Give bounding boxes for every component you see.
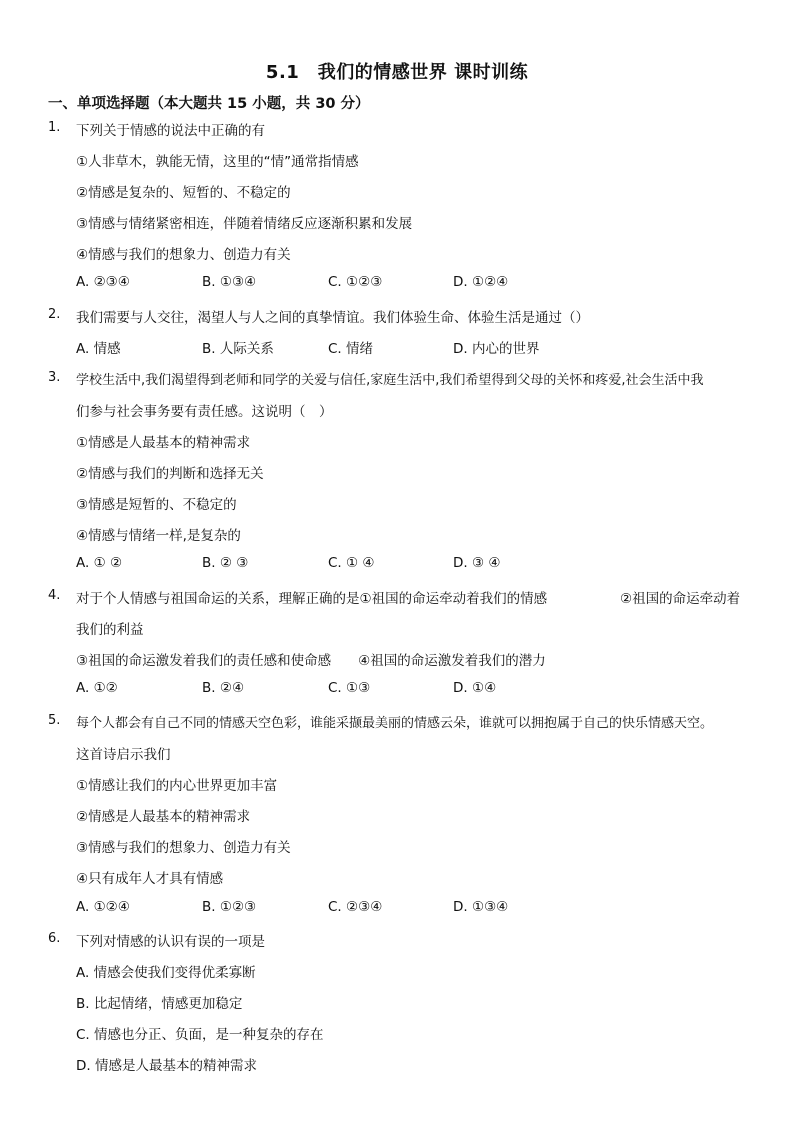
question-1-statement-2: ②情感是复杂的、短暂的、不稳定的 — [76, 185, 291, 201]
question-1-option-a[interactable]: A. ②③④ — [76, 274, 130, 290]
question-1-statement-4: ④情感与我们的想象力、创造力有关 — [76, 247, 291, 263]
question-3-option-c[interactable]: C. ① ④ — [328, 555, 375, 571]
question-1-number: 1. — [48, 120, 61, 135]
question-6-option-c[interactable]: C. 情感也分正、负面，是一种复杂的存在 — [76, 1027, 324, 1043]
question-1-stem: 下列关于情感的说法中正确的有 — [76, 123, 265, 139]
question-5-stem-line-2: 这首诗启示我们 — [76, 747, 171, 763]
question-4-statement-2: ②祖国的命运牵动着 — [620, 591, 741, 607]
question-4-option-d[interactable]: D. ①④ — [453, 680, 497, 696]
question-6-option-b[interactable]: B. 比起情绪，情感更加稳定 — [76, 996, 243, 1012]
question-1-option-c[interactable]: C. ①②③ — [328, 274, 383, 290]
question-3-stem-line-2: 们参与社会事务要有责任感。这说明（ ） — [76, 404, 333, 420]
question-5-statement-2: ②情感是人最基本的精神需求 — [76, 809, 251, 825]
question-3-statement-3: ③情感是短暂的、不稳定的 — [76, 497, 237, 513]
question-1-option-b[interactable]: B. ①③④ — [202, 274, 257, 290]
question-5-option-a[interactable]: A. ①②④ — [76, 899, 130, 915]
question-1-option-d[interactable]: D. ①②④ — [453, 274, 509, 290]
question-5-statement-4: ④只有成年人才具有情感 — [76, 871, 224, 887]
question-1-statement-3: ③情感与情绪紧密相连，伴随着情绪反应逐渐积累和发展 — [76, 216, 413, 232]
question-5-option-d[interactable]: D. ①③④ — [453, 899, 509, 915]
question-4-stem-line-2: 我们的利益 — [76, 622, 144, 638]
question-3-option-b[interactable]: B. ② ③ — [202, 555, 249, 571]
question-4-option-b[interactable]: B. ②④ — [202, 680, 245, 696]
question-2-option-b[interactable]: B. 人际关系 — [202, 341, 274, 357]
question-3-number: 3. — [48, 370, 61, 385]
question-5-statement-3: ③情感与我们的想象力、创造力有关 — [76, 840, 291, 856]
question-3-statement-4: ④情感与情绪一样,是复杂的 — [76, 528, 241, 544]
question-6-number: 6. — [48, 931, 61, 946]
question-5-option-c[interactable]: C. ②③④ — [328, 899, 383, 915]
question-4-option-a[interactable]: A. ①② — [76, 680, 118, 696]
question-2-stem: 我们需要与人交往，渴望人与人之间的真挚情谊。我们体验生命、体验生活是通过（） — [76, 310, 589, 326]
question-5-statement-1: ①情感让我们的内心世界更加丰富 — [76, 778, 278, 794]
document-title: 5.1 我们的情感世界 课时训练 — [265, 62, 529, 83]
question-4-statements-3-4: ③祖国的命运激发着我们的责任感和使命感 ④祖国的命运激发着我们的潜力 — [76, 653, 546, 669]
question-2-option-a[interactable]: A. 情感 — [76, 341, 121, 357]
question-4-stem-line-1: 对于个人情感与祖国命运的关系，理解正确的是①祖国的命运牵动着我们的情感 — [76, 591, 548, 607]
question-2-option-c[interactable]: C. 情绪 — [328, 341, 374, 357]
question-4-number: 4. — [48, 588, 61, 603]
question-2-option-d[interactable]: D. 内心的世界 — [453, 341, 540, 357]
section-heading: 一、单项选择题（本大题共 15 小题，共 30 分） — [48, 96, 370, 112]
question-2-number: 2. — [48, 307, 61, 322]
question-4-option-c[interactable]: C. ①③ — [328, 680, 371, 696]
question-6-stem: 下列对情感的认识有误的一项是 — [76, 934, 265, 950]
question-5-number: 5. — [48, 713, 61, 728]
question-1-statement-1: ①人非草木，孰能无情，这里的“情”通常指情感 — [76, 154, 359, 170]
question-3-statement-2: ②情感与我们的判断和选择无关 — [76, 466, 264, 482]
question-3-option-a[interactable]: A. ① ② — [76, 555, 123, 571]
question-3-statement-1: ①情感是人最基本的精神需求 — [76, 435, 251, 451]
question-6-option-a[interactable]: A. 情感会使我们变得优柔寡断 — [76, 965, 256, 981]
question-5-stem-line-1: 每个人都会有自己不同的情感天空色彩，谁能采撷最美丽的情感云朵，谁就可以拥抱属于自己的快乐情感天空。 — [76, 716, 714, 731]
question-6-option-d[interactable]: D. 情感是人最基本的精神需求 — [76, 1058, 257, 1074]
question-3-stem-line-1: 学校生活中,我们渴望得到老师和同学的关爱与信任,家庭生活中,我们希望得到父母的关怀和疼爱,社会生活中我 — [76, 373, 704, 388]
question-5-option-b[interactable]: B. ①②③ — [202, 899, 257, 915]
question-3-option-d[interactable]: D. ③ ④ — [453, 555, 501, 571]
